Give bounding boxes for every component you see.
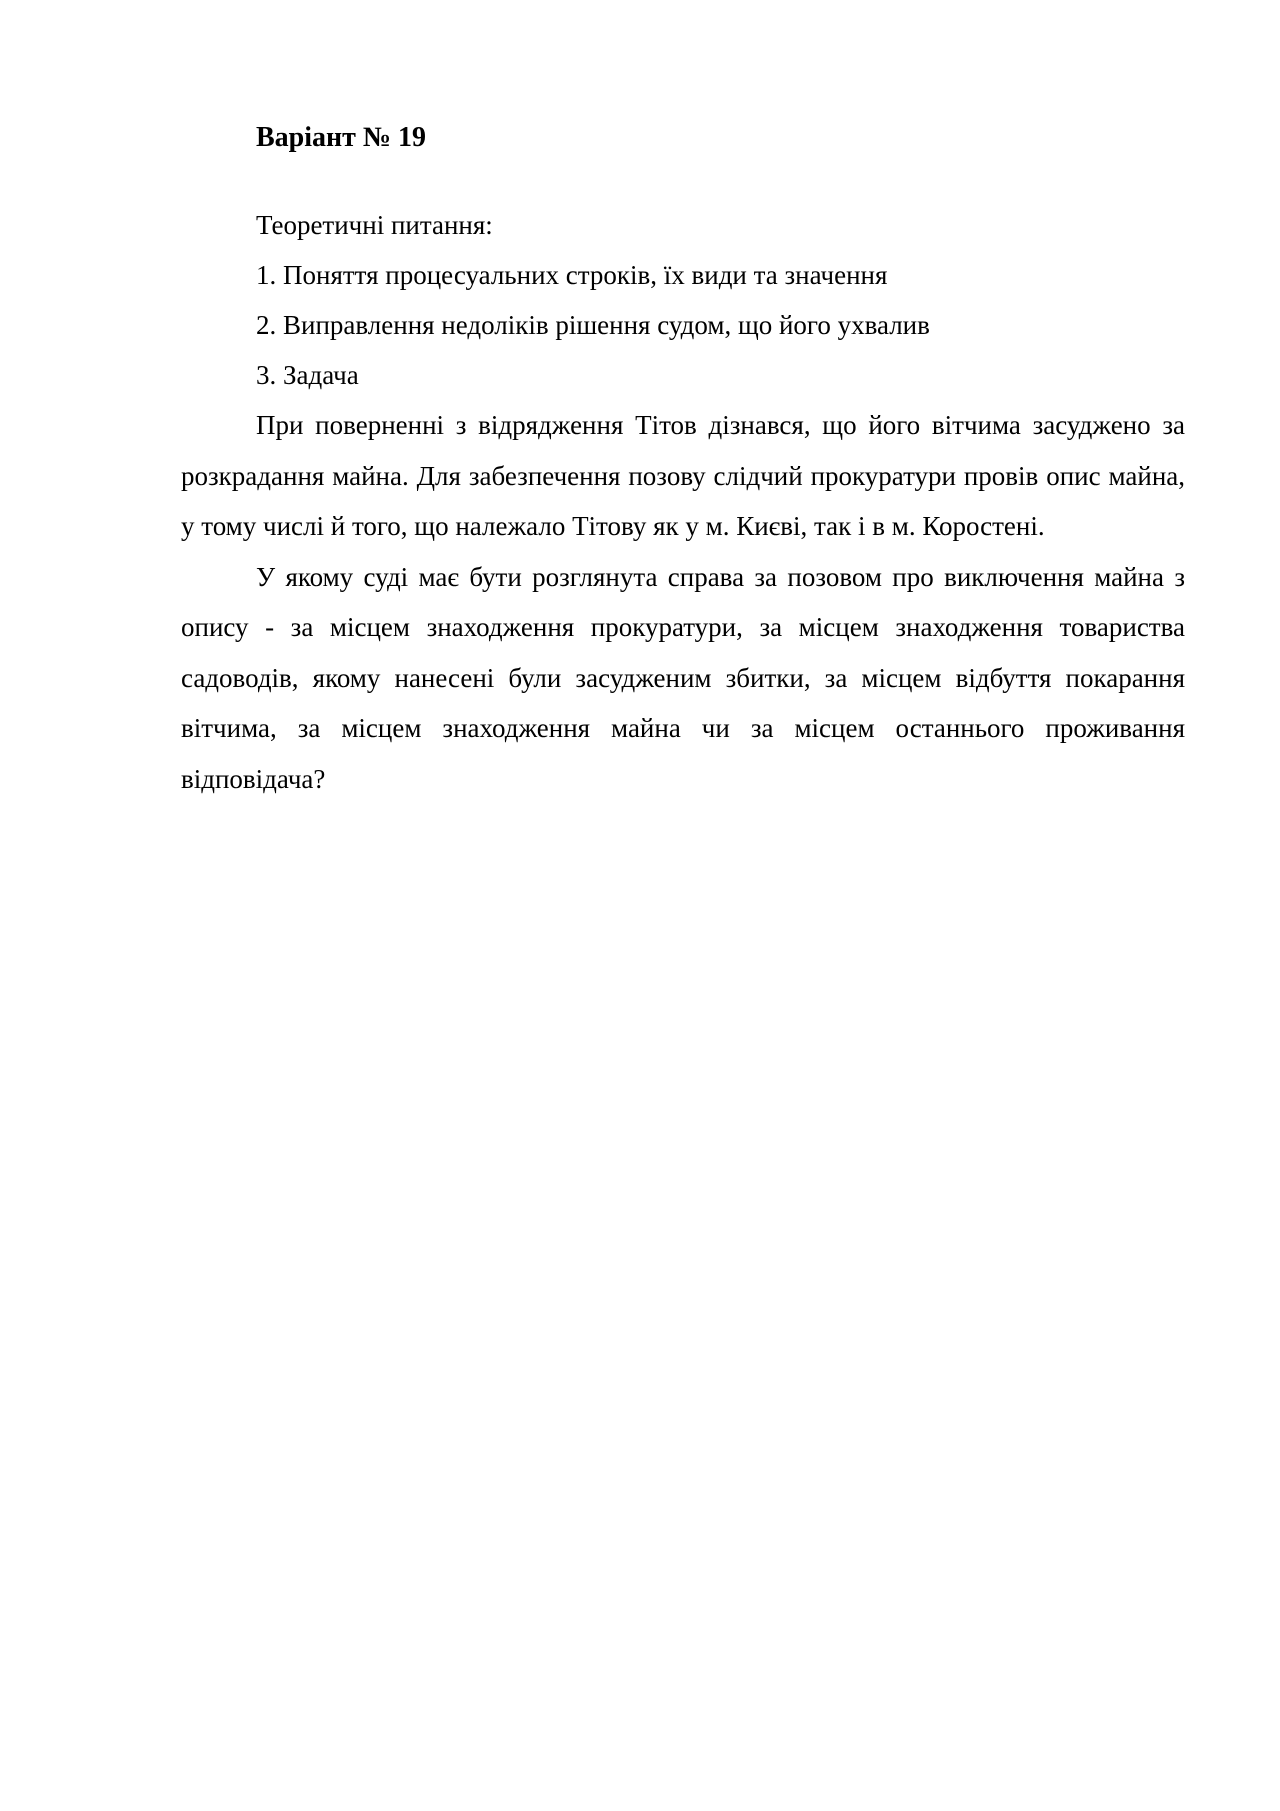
document-title: Варіант № 19	[256, 122, 427, 153]
question-item-2: 2. Виправлення недоліків рішення судом, що його ухвалив	[256, 310, 930, 340]
theory-questions-heading: Теоретичні питання:	[256, 210, 493, 240]
task-paragraph-1: При поверненні з відрядження Тітов дізнався, що його вітчима засуджено за розкрадання майна. Для забезпечення позову слідчий прокуратури провів опис майна, у тому числі й того, що належало Тітову як у м. Києві, так і в м. Коростені.	[181, 410, 1185, 541]
document-content	[181, 118, 1185, 804]
question-item-1: 1. Поняття процесуальних строків, їх види та значення	[256, 260, 888, 290]
question-item-3: 3. Задача	[256, 360, 359, 390]
task-paragraph-2: У якому суді має бути розглянута справа за позовом про виключення майна з опису - за місцем знаходження прокуратури, за місцем знаходження товариства садоводів, якому нанесені були засудженим збитки, за місцем відбуття покарання вітчима, за місцем знаходження майна чи за місцем останнього проживання відповідача?	[181, 561, 1185, 794]
